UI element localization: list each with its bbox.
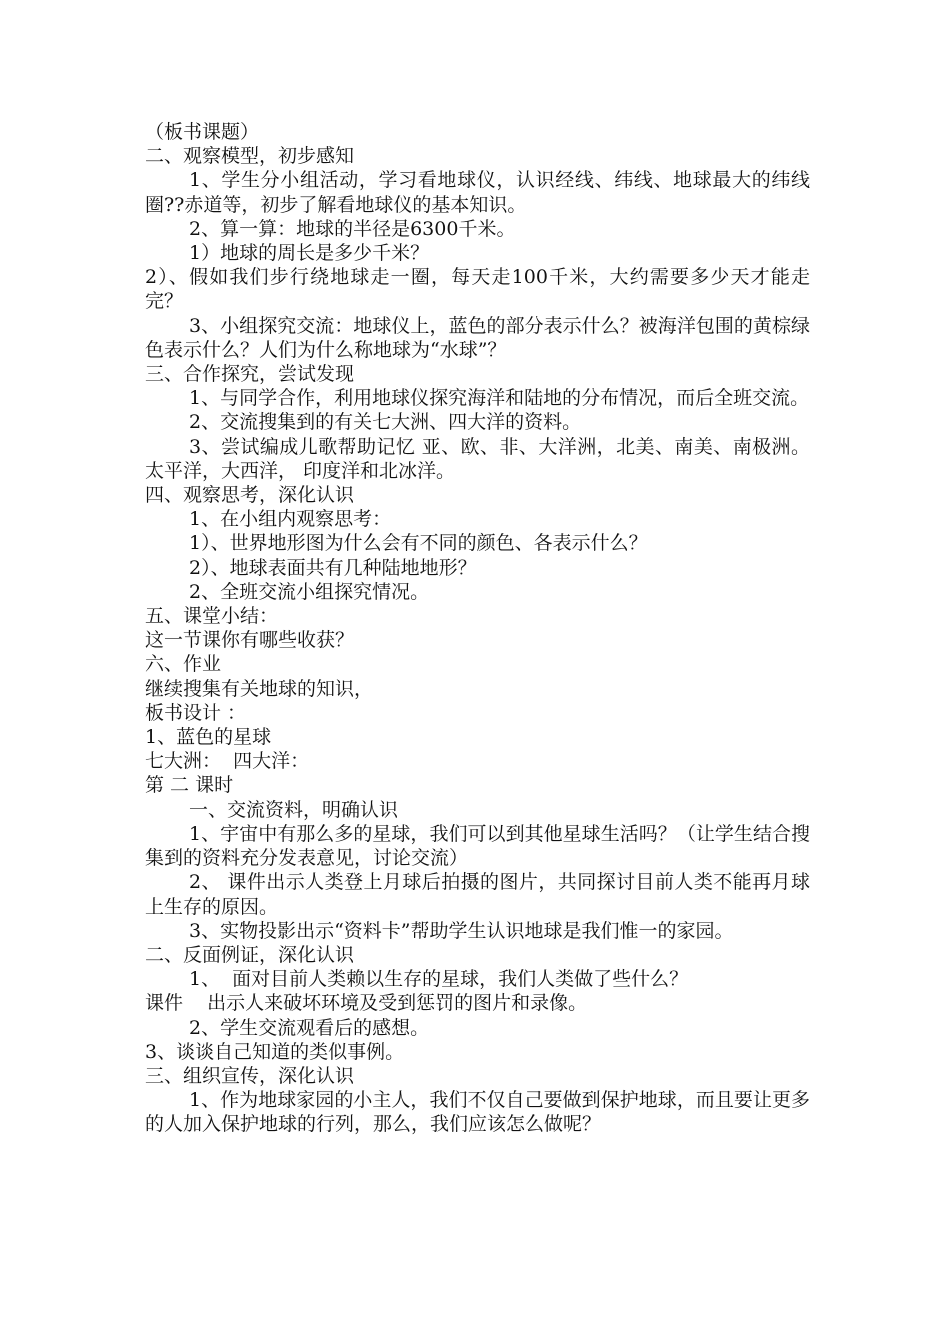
blackboard-design-heading: 板书设计 ： [145,701,247,724]
paragraph: 2、交流搜集到的有关七大洲、四大洋的资料。 [189,411,582,434]
paragraph: 这一节课你有哪些收获？ [145,629,355,652]
paragraph: 2、算一算：地球的半径是6300千米。 [189,217,516,240]
section-heading-2b: 二、反面例证，深化认识 [145,943,355,966]
paragraph: 1、与同学合作，利用地球仪探究海洋和陆地的分布情况，而后全班交流。 [189,387,810,410]
section-heading-3b: 三、组织宣传，深化认识 [145,1064,355,1087]
section-heading-3: 三、合作探究，尝试发现 [145,363,355,386]
paragraph: 2）、地球表面共有几种陆地地形？ [189,556,477,579]
paragraph: 课件 出示人来破坏环境及受到惩罚的图片和录像。 [145,992,588,1015]
lesson-heading: 第 二 课时 [145,774,234,797]
paragraph: 3、实物投影出示“资料卡”帮助学生认识地球是我们惟一的家园。 [189,919,734,942]
paragraph: 3、尝试编成儿歌帮助记忆 亚、欧、非、大洋洲，北美、南美、南极洲。太平洋，大西洋， 印度洋和北冰洋。 [145,435,810,482]
paragraph: 2、学生交流观看后的感想。 [189,1016,430,1039]
paragraph: 1、在小组内观察思考： [189,508,392,531]
paragraph: 1、蓝色的星球 [145,726,272,749]
document-body [145,120,810,1137]
section-heading-6: 六、作业 [145,653,222,676]
paragraph: 继续搜集有关地球的知识， [145,677,374,700]
section-heading-1: 一、交流资料，明确认识 [189,798,399,821]
paragraph: 1）地球的周长是多少千米？ [189,242,430,265]
paragraph: 1、作为地球家园的小主人，我们不仅自己要做到保护地球，而且要让更多的人加入保护地球的行列，那么，我们应该怎么做呢？ [145,1089,810,1136]
section-heading-4: 四、观察思考，深化认识 [145,484,355,507]
paragraph: 2、全班交流小组探究情况。 [189,580,430,603]
paragraph: 七大洲： 四大洋： [145,750,310,773]
paragraph: 3、谈谈自己知道的类似事例。 [145,1040,405,1063]
paragraph: 3、小组探究交流：地球仪上，蓝色的部分表示什么？被海洋包围的黄棕绿色表示什么？人们为什么称地球为“水球”？ [145,314,810,361]
paragraph-title-note: （板书课题） [145,121,260,143]
section-heading-2: 二、观察模型，初步感知 [145,145,355,168]
paragraph: 1、学生分小组活动，学习看地球仪，认识经线、纬线、地球最大的纬线圈??赤道等，初步了解看地球仪的基本知识。 [145,169,810,216]
paragraph: 1、 面对目前人类赖以生存的星球，我们人类做了些什么？ [189,968,689,991]
section-heading-5: 五、课堂小结： [145,605,279,628]
paragraph: 2）、假如我们步行绕地球走一圈，每天走100千米，大约需要多少天才能走完？ [145,266,810,313]
paragraph: 1、宇宙中有那么多的星球，我们可以到其他星球生活吗？（让学生结合搜集到的资料充分发表意见，讨论交流） [145,822,810,870]
paragraph: 2、 课件出示人类登上月球后拍摄的图片，共同探讨目前人类不能再月球上生存的原因。 [145,871,810,918]
paragraph: 1）、世界地形图为什么会有不同的颜色、各表示什么？ [189,532,648,555]
